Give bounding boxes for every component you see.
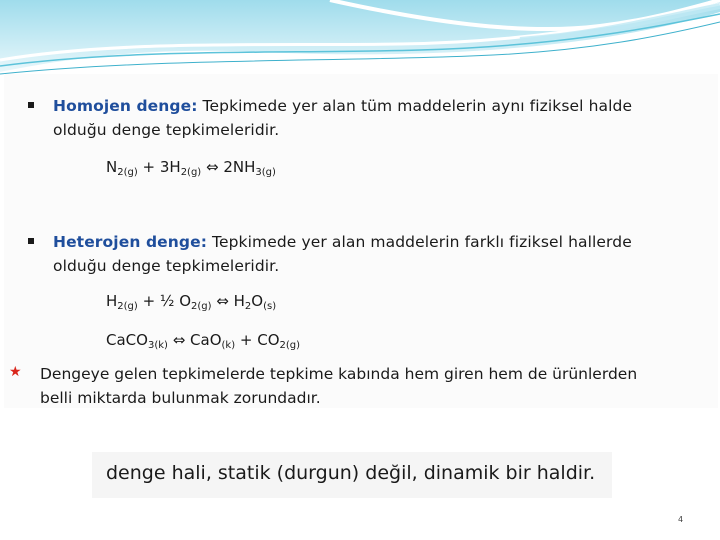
homojen-line2: olduğu denge tepkimeleridir. bbox=[53, 121, 280, 139]
heterojen-equation-water bbox=[106, 292, 276, 312]
homojen-term: Homojen denge: bbox=[53, 97, 198, 115]
square-bullet-icon bbox=[28, 238, 34, 244]
heterojen-text bbox=[53, 230, 693, 278]
eq-h2: H bbox=[106, 292, 118, 310]
homojen-text bbox=[53, 94, 693, 142]
eq-cao: CaO bbox=[190, 331, 222, 349]
eq-caco3-sub: 3(k) bbox=[147, 340, 168, 351]
eq-h2-sub: 2(g) bbox=[180, 167, 202, 178]
eq-plus-co2: + CO bbox=[235, 331, 280, 349]
heterojen-line1: Tepkimede yer alan maddelerin farklı fiziksel hallerde bbox=[207, 233, 632, 251]
eq-h2-sub: 2(g) bbox=[117, 301, 138, 312]
eq-nh3: 2NH bbox=[223, 158, 256, 176]
eq-equilibrium-arrow-icon: ⇔ bbox=[201, 158, 224, 176]
square-bullet-icon bbox=[28, 102, 34, 108]
heterojen-equation-caco3 bbox=[106, 331, 300, 351]
heterojen-term: Heterojen denge: bbox=[53, 233, 208, 251]
note-line1: Dengeye gelen tepkimelerde tepkime kabında hem giren hem de ürünlerden bbox=[40, 365, 638, 383]
note-text bbox=[40, 362, 700, 410]
eq-n2-sub: 2(g) bbox=[117, 167, 138, 178]
eq-h2o-2: 2 bbox=[244, 301, 252, 312]
eq-o2-sub: 2(g) bbox=[191, 301, 212, 312]
eq-h2o-h: H bbox=[233, 292, 245, 310]
page-number: 4 bbox=[678, 515, 684, 524]
eq-plus-o2: + ½ O bbox=[137, 292, 192, 310]
eq-n2: N bbox=[106, 158, 118, 176]
star-icon: ★ bbox=[9, 364, 22, 380]
heterojen-line2: olduğu denge tepkimeleridir. bbox=[53, 257, 280, 275]
eq-caco3: CaCO bbox=[106, 331, 148, 349]
eq-co2-sub: 2(g) bbox=[279, 340, 301, 351]
homojen-line1: Tepkimede yer alan tüm maddelerin aynı fiziksel halde bbox=[197, 97, 633, 115]
eq-h2o-sub: (s) bbox=[263, 301, 277, 312]
homojen-equation bbox=[106, 158, 276, 178]
eq-nh3-sub: 3(g) bbox=[255, 167, 276, 178]
note-line2: belli miktarda bulunmak zorundadır. bbox=[40, 389, 321, 407]
eq-plus-h2: + 3H bbox=[137, 158, 181, 176]
eq-h2o-o: O bbox=[251, 292, 264, 310]
eq-equilibrium-arrow-icon: ⇔ bbox=[167, 331, 191, 349]
eq-cao-sub: (k) bbox=[221, 340, 236, 351]
conclusion-text: denge hali, statik (durgun) değil, dinamik bir haldir. bbox=[106, 462, 596, 484]
eq-equilibrium-arrow-icon: ⇔ bbox=[211, 292, 234, 310]
